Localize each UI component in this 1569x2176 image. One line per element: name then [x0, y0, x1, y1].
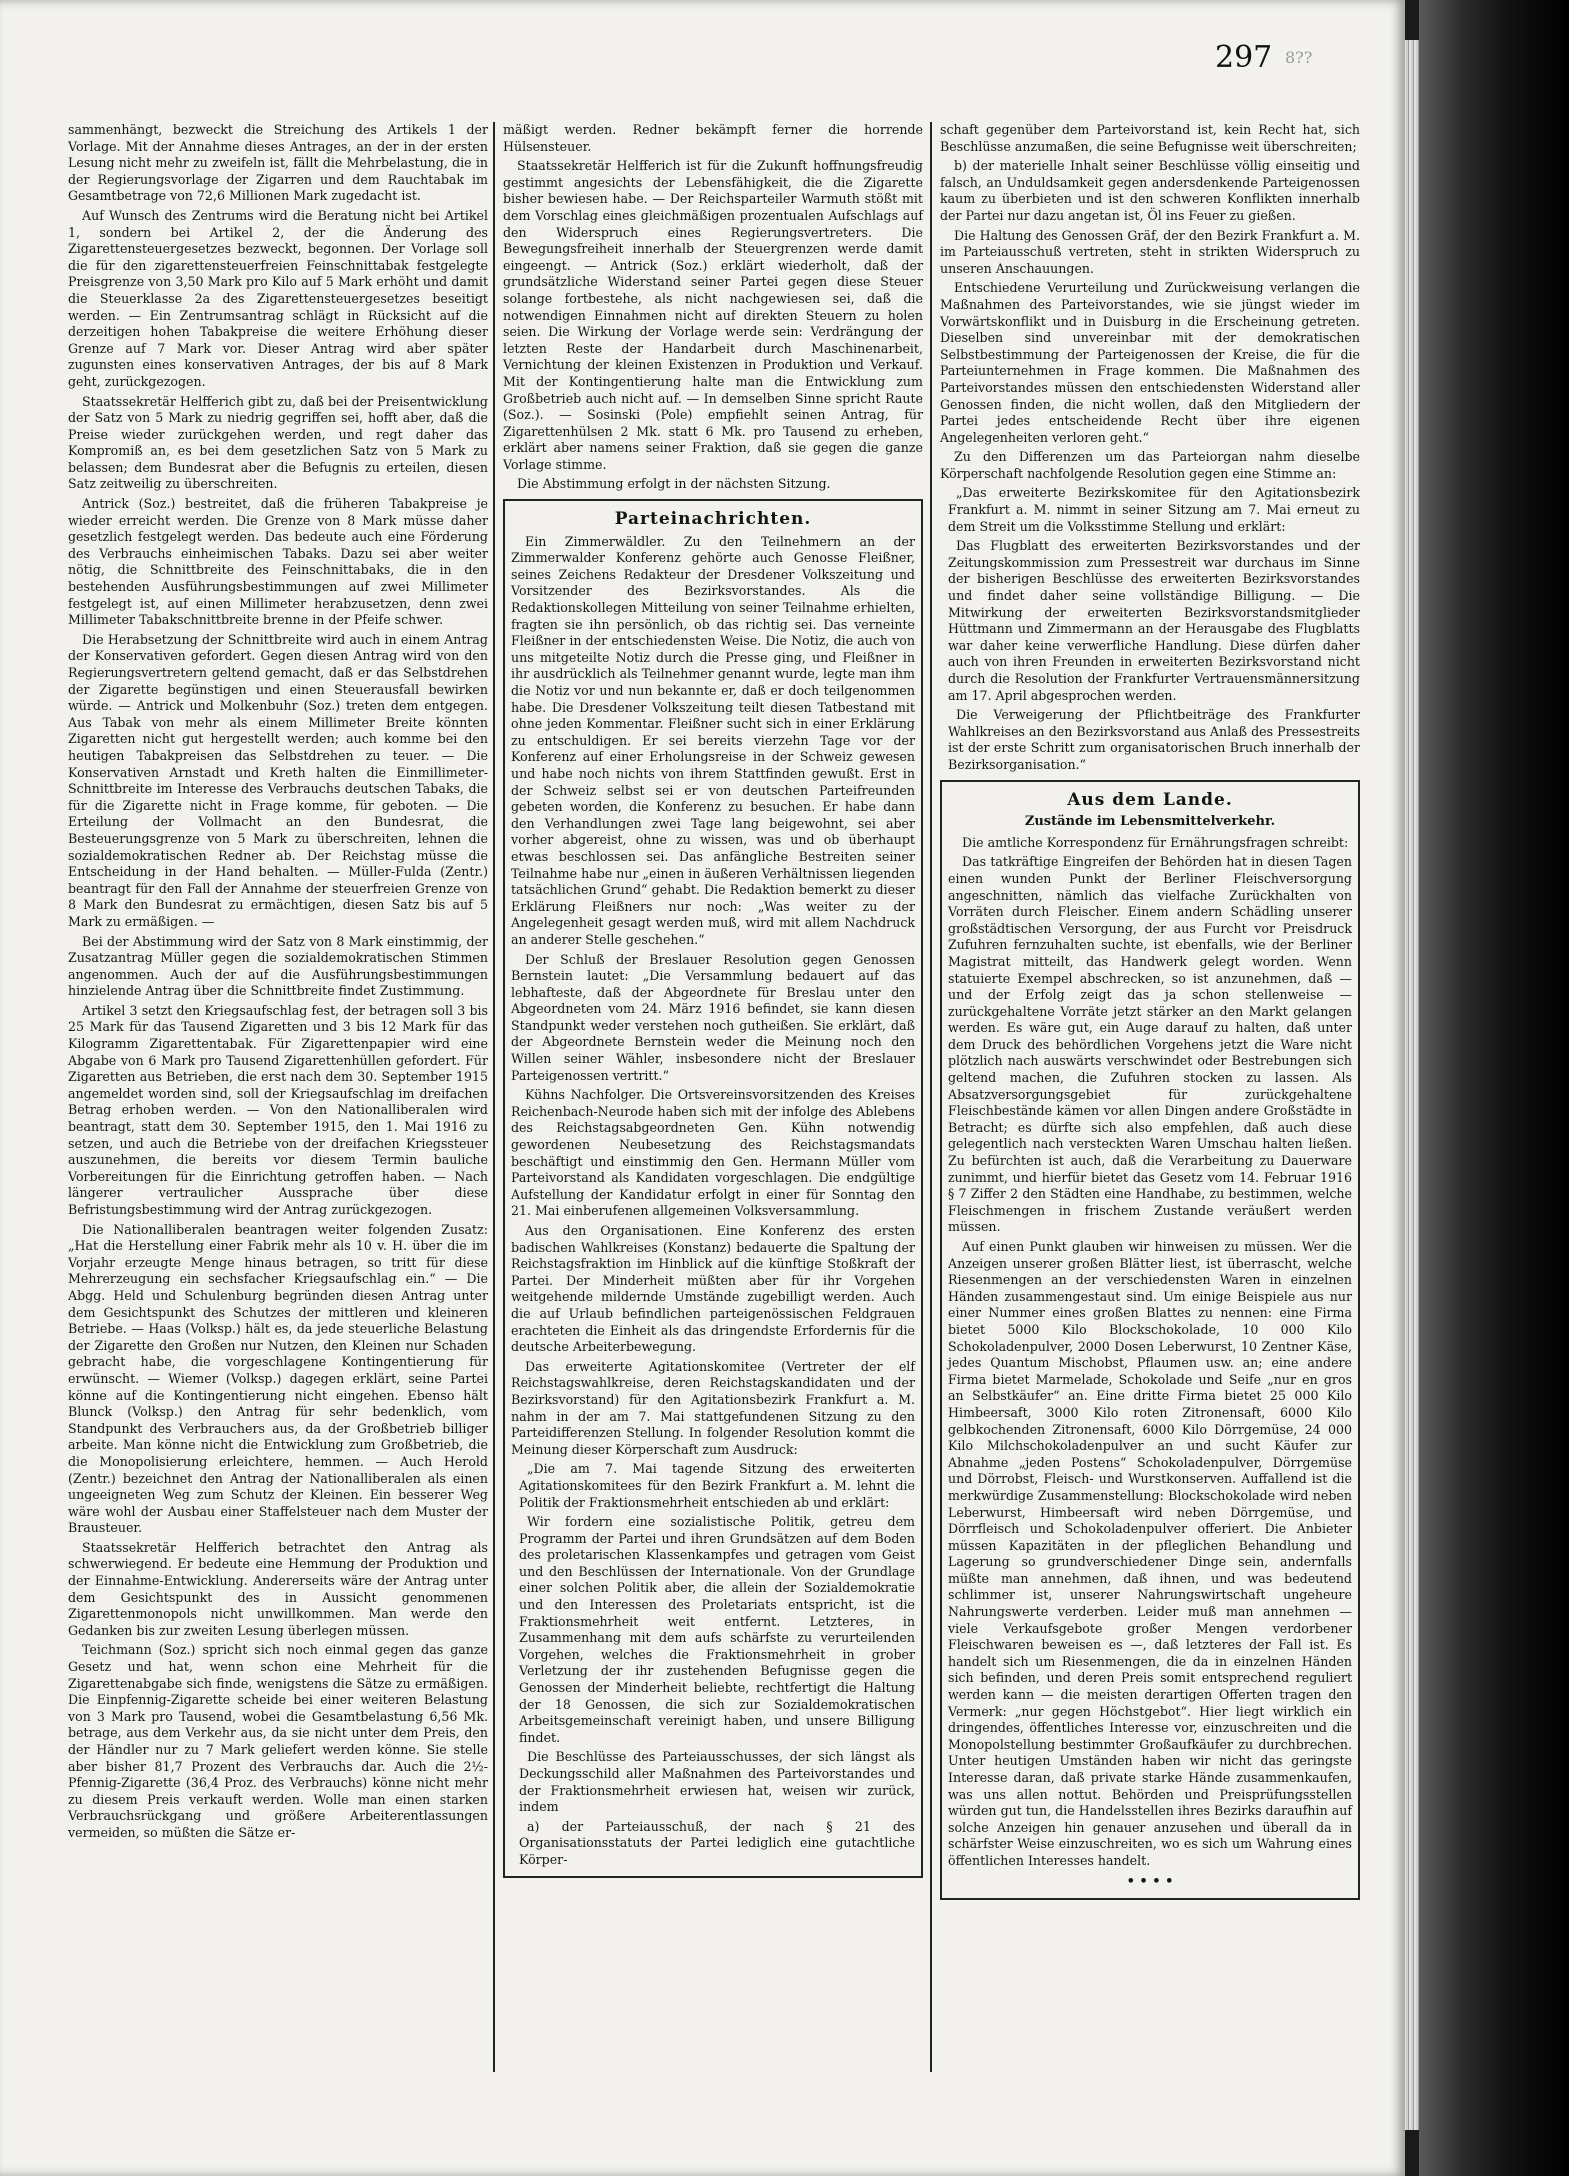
paragraph: a) der Parteiausschuß, der nach § 21 des Organisationsstatuts der Partei lediglich eine gutachtliche Körper-	[519, 1818, 915, 1867]
aus-dem-lande-section	[940, 780, 1360, 1901]
paragraph: Ein Zimmerwäldler. Zu den Teilnehmern an der Zimmerwalder Konferenz gehörte auch Genosse Fleißner, seines Zeichens Redakteur der Dresdener Volkszeitung und Vorsitzender des Bezirksvorstandes. Als die Redaktionskollegen Mitteilung von seiner Teilnahme erhielten, fragten sie ihn persönlich, ob das richtig sei. Das verneinte Fleißner in der entschiedensten Weise. Die Notiz, die auch von uns mitgeteilte Notiz durch die Presse ging, und Fleißner in ihr ausdrücklich als Teilnehmer genannt wurde, legte man ihm die Notiz vor und nun bekannte er, daß er doch teilgenommen habe. Die Dresdener Volkszeitung teilt diesen Tatbestand mit ohne jeden Kommentar. Fleißner sucht sich in einer Erklärung zu entschuldigen. Er sei bereits vierzehn Tage vor der Konferenz auf einer Erholungsreise in der Schweiz gewesen und habe noch nichts von ihrem Stattfinden gewußt. Erst in der Schweiz selbst sei er von deutschen Parteifreunden gebeten worden, die Konferenz zu besuchen. Er habe dann den Verhandlungen zwei Tage lang beigewohnt, sei aber vorher abgereist, ohne zu wissen, was und ob überhaupt etwas beschlossen sei. Das anfängliche Bestreiten seiner Teilnahme habe nur „einen in äußeren Verhältnissen liegenden tatsächlichen Grund“ gehabt. Die Redaktion bemerkt zu dieser Erklärung Fleißners nur noch: „Was weiter zu der Angelegenheit gesagt werden muß, wird mit allem Nachdruck an anderer Stelle geschehen.“	[511, 533, 915, 947]
paragraph: Die Abstimmung erfolgt in der nächsten Sitzung.	[517, 476, 831, 492]
paragraph: Die Nationalliberalen beantragen weiter folgenden Zusatz: „Hat die Herstellung einer Fabrik mehr als 10 v. H. über die im Vorjahr erzeugte Menge hinaus betragen, so tritt für diese Mehrerzeugung ein sechsfacher Kriegsaufschlag ein.“ — Die Abgg. Held und Schulenburg begründen diesen Antrag unter dem Gesichtspunkt des Schutzes der mittleren und kleineren Betriebe. — Haas (Volksp.) hält es, da jede steuerliche Belastung der Zigarette den Großen nur Nutzen, den Kleinen nur Schaden gebracht habe, die vorgeschlagene Kontingentierung für erwünscht. — Wiemer (Volksp.) dagegen erklärt, seine Partei könne auf die Kontingentierung nicht eingehen. Ebenso hält Blunck (Volksp.) den Antrag für sehr bedenklich, vom Standpunkt des Verbrauchers aus, da der Großbetrieb billiger arbeite. Man könne nicht die Entwicklung zum Großbetrieb, die die Monopolisierung erleichtere, hemmen. — Auch Herold (Zentr.) bezeichnet den Antrag der Nationalliberalen als einen ungeeigneten Weg zum Schutz der Kleinen. Ein besserer Weg wäre wohl der Ausbau einer Staffelsteuer nach dem Muster der Brausteuer.	[68, 1221, 488, 1536]
paragraph: „Das erweiterte Bezirkskomitee für den Agitationsbezirk Frankfurt a. M. nimmt in seiner Sitzung am 7. Mai erneut zu dem Streit um die Volksstimme Stellung und erklärt:	[948, 485, 1360, 534]
page-number-mark: 8??	[1285, 48, 1313, 67]
paragraph: sammenhängt, bezweckt die Streichung des Artikels 1 der Vorlage. Mit der Annahme dieses Antrages, an der in der ersten Lesung nicht mehr zu zweifeln ist, fällt die Mehrbelastung, die in der Regierungsvorlage der Zigarren und dem Rauchtabak im Gesamtbetrage von 72,6 Millionen Mark zugedacht ist.	[68, 122, 488, 204]
page-number: 297	[1215, 40, 1273, 75]
paragraph: Die Haltung des Genossen Gräf, der den Bezirk Frankfurt a. M. im Parteiausschuß vertreten, steht in strikten Widerspruch zu unseren Anschauungen.	[940, 227, 1360, 276]
column-divider	[493, 122, 495, 2072]
paragraph: Aus den Organisationen. Eine Konferenz des ersten badischen Wahlkreises (Konstanz) bedauerte die Spaltung der Reichstagsfraktion im Hinblick auf die künftige Stoßkraft der Partei. Der Minderheit müßten aber für ihr Vorgehen weitgehende mildernde Umstände zugebilligt werden. Auch die auf Urlaub befindlichen parteigenössischen Feldgrauen erachteten die Einheit als das dringendste Erfordernis für die deutsche Arbeiterbewegung.	[511, 1223, 915, 1355]
paragraph: schaft gegenüber dem Parteivorstand ist, kein Recht hat, sich Beschlüsse anzumaßen, die seine Befugnisse weit überschreiten;	[940, 122, 1360, 154]
paragraph: Kühns Nachfolger. Die Ortsvereinsvorsitzenden des Kreises Reichenbach-Neurode haben sich mit der infolge des Ablebens des Reichstagsabgeordneten Gen. Kühn notwendig gewordenen Neubesetzung des Reichstagsmandats beschäftigt und einstimmig den Gen. Hermann Müller vom Parteivorstand als Kandidaten vorgeschlagen. Die endgültige Aufstellung der Kandidatur erfolgt in einer für Sonntag den 21. Mai einberufenen allgemeinen Volksversammlung.	[511, 1087, 915, 1219]
paragraph: Das tatkräftige Eingreifen der Behörden hat in diesen Tagen einen wunden Punkt der Berliner Fleischversorgung angeschnitten, nämlich das vielfache Zurückhalten von Vorräten durch Fleischer. Einem andern Schädling unserer großstädtischen Versorgung, der aus Furcht vor Preisdruck Zufuhren fernzuhalten suchte, ist ebenfalls, wie der Berliner Magistrat mitteilt, das Handwerk gelegt worden. Wenn statuierte Exempel abschrecken, so ist anzunehmen, daß — und der Erfolg zeigt das ja schon stellenweise — zurückgehaltene Vorräte jetzt stärker an den Markt gelangen werden. Es wäre gut, ein Auge darauf zu halten, daß unter dem Druck des behördlichen Vorgehens jetzt die Ware nicht plötzlich nach auswärts verschwindet oder Bestrebungen sich geltend machen, die Zufuhren stocken zu lassen. Als Absatzversorgungsgebiet für zurückgehaltene Fleischbestände kämen vor allen Dingen andere Großstädte in Betracht; es dürfte sich also empfehlen, daß auch diese gelegentlich nach versteckten Waren Umschau halten ließen. Zu befürchten ist auch, daß die Verarbeitung zu Dauerware zunimmt, und hierfür bietet das Gesetz vom 14. Februar 1916 § 7 Ziffer 2 den Städten eine Handhabe, zu bestimmen, welche Fleischmengen in frischem Zustande veräußert werden müssen.	[948, 854, 1352, 1235]
paragraph: Entschiedene Verurteilung und Zurückweisung verlangen die Maßnahmen des Parteivorstandes, wie sie jüngst wieder im Vorwärtskonflikt und in Duisburg in die Erscheinung getreten. Dieselben sind unvereinbar mit der demokratischen Selbstbestimmung der Parteigenossen der Kreise, die für die Parteiunternehmen in Frage kommen. Die Maßnahmen des Parteivorstandes müssen den entschiedensten Widerstand aller Genossen finden, die nicht wollen, daß den Mitgliedern der Partei jedes entscheidende Recht über ihre eigenen Angelegenheiten verloren geht.“	[940, 280, 1360, 445]
paragraph: mäßigt werden. Redner bekämpft ferner die horrende Hülsensteuer.	[503, 122, 923, 154]
paragraph: Das Flugblatt des erweiterten Bezirksvorstandes und der Zeitungskommission zum Pressestreit war durchaus im Sinne der bisherigen Beschlüsse des erweiterten Bezirksvorstandes und findet daher seine vollständige Billigung. — Die Mitwirkung der erweiterten Bezirksvorstandsmitglieder Hüttmann und Zimmermann an der Herausgabe des Flugblatts war daher keine verwerfliche Handlung. Diese dürfen daher auch von ihren Freunden in erweiterten Bezirksvorstand nicht durch die Resolution der Frankfurter Vertrauensmännersitzung am 17. April abgesprochen werden.	[948, 538, 1360, 703]
paragraph: Artikel 3 setzt den Kriegsaufschlag fest, der betragen soll 3 bis 25 Mark für das Tausend Zigaretten und 3 bis 12 Mark für das Kilogramm Zigarettentabak. Für Zigarettenpapier wird eine Abgabe von 6 Mark pro Tausend Zigarettenhüllen gefordert. Für Zigaretten aus Betrieben, die erst nach dem 30. September 1915 angemeldet worden sind, soll der Kriegsaufschlag im dreifachen Betrag erhoben werden. — Von den Nationalliberalen wird beantragt, statt dem 30. September 1915, den 1. Mai 1916 zu setzen, und auch die Betriebe von der dreifachen Kriegssteuer auszunehmen, die bereits vor diesem Termin bauliche Vorbereitungen für die Einrichtung getroffen haben. — Nach längerer vertraulicher Aussprache über diese Befristungsbestimmung wird der Antrag zurückgezogen.	[68, 1002, 488, 1217]
paragraph: Auf einen Punkt glauben wir hinweisen zu müssen. Wer die Anzeigen unserer großen Blätter liest, ist überrascht, welche Riesenmengen an der verschiedensten Waren in einzelnen Händen zusammengestaut sind. Um einige Beispiele aus nur einer Nummer eines großen Blattes zu nennen: eine Firma bietet 5000 Kilo Blockschokolade, 10 000 Kilo Schokoladenpulver, 2000 Dosen Leberwurst, 10 Zentner Käse, jedes Quantum Mischobst, Pflaumen usw. an; eine andere Firma bietet Marmelade, Schokolade und Seife „nur en gros an Selbstkäufer“ an. Eine dritte Firma bietet 25 000 Kilo Himbeersaft, 3000 Kilo roten Zitronensaft, 6000 Kilo gelbkochenden Zitronensaft, 6000 Kilo Dörrgemüse, 24 000 Kilo Milchschokoladenpulver an und sucht Käufer zur Abnahme „jeden Postens“ Schokoladenpulver, Dörrgemüse und Dörrobst, Fleisch- und Wurstkonserven. Auffallend ist die merkwürdige Zusammenstellung: Blockschokolade wird neben Leberwurst, Himbeersaft wird neben Dörrgemüse, und Dörrfleisch und Schokoladenpulver offeriert. Die Anbieter müssen Kapazitäten in der pfleglichen Behandlung und Lagerung so grundverschiedener Dinge sein, andernfalls müßte man annehmen, daß ihnen, und was bedeutend schlimmer ist, unserer Nahrungswirtschaft ungeheure Nahrungswerte verderben. Leider muß man annehmen — viele Verkaufsgebote großer Mengen verdorbener Fleischwaren beweisen es —, daß letzteres der Fall ist. Es handelt sich um Riesenmengen, die da in einzelnen Händen sich befinden, und deren Preis somit entsprechend reguliert werden kann — die meisten derartigen Offerten tragen den Vermerk: „nur gegen Höchstgebot“. Hier liegt wirklich ein dringendes, öffentliches Interesse vor, einzuschreiten und die Monopolstellung bestimmter Großaufkäufer zu durchbrechen. Unter heutigen Umständen haben wir nicht das geringste Interesse daran, daß private starke Hände zusammenkaufen, was uns allen nottut. Behörden und Preisprüfungsstellen würden gut tun, die Handelsstellen ihres Bezirks daraufhin auf solche Anzeigen hin genauer anzusehen und überall da in schärfster Weise einzuschreiten, wo es sich um Wahrung eines öffentlichen Interesses handelt.	[948, 1239, 1352, 1868]
paragraph: Der Schluß der Breslauer Resolution gegen Genossen Bernstein lautet: „Die Versammlung bedauert auf das lebhafteste, daß der Abgeordnete für Breslau unter den Abgeordneten vom 24. März 1916 befindet, sie kann diesen Standpunkt weder verstehen noch gutheißen. Sie erklärt, daß der Abgeordnete Bernstein weder die Meinung noch den Willen seiner Wähler, insbesondere nicht der Breslauer Parteigenossen vertritt.“	[511, 951, 915, 1083]
column-right	[940, 122, 1360, 1906]
paragraph: Auf Wunsch des Zentrums wird die Beratung nicht bei Artikel 1, sondern bei Artikel 2, der die Änderung des Zigarettensteuergesetzes bezweckt, begonnen. Der Vorlage soll die für den zigarettensteuerfreien Feinschnittabak festgelegte Preisgrenze von 3,50 Mark pro Kilo auf 5 Mark erhöht und damit die Steuerklasse 2a des Zigarettensteuergesetzes beseitigt werden. — Ein Zentrumsantrag schlägt in Rücksicht auf die derzeitigen hohen Tabakpreise die weitere Erhöhung dieser Grenze auf 7 Mark vor. Dieser Antrag wird aber später zugunsten eines konservativen Antrages, der bis auf 8 Mark geht, zurückgezogen.	[68, 207, 488, 389]
book-spine	[1419, 0, 1569, 2176]
paragraph: Wir fordern eine sozialistische Politik, getreu dem Programm der Partei und ihren Grundsätzen auf dem Boden des proletarischen Klassenkampfes und getragen vom Geist und den Beschlüssen der Internationale. Von der Grundlage einer solchen Politik aber, die allein der Sozialdemokratie und den Interessen des Proletariats entspricht, ist die Fraktionsmehrheit weit entfernt. Letzteres, in Zusammenhang mit dem aufs schärfste zu verurteilenden Vorgehen, welches die Fraktionsmehrheit in grober Verletzung der ihr zustehenden Befugnisse gegen die Genossen der Minderheit beliebte, rechtfertigt die Haltung der 18 Genossen, die sich zur Sozialdemokratischen Arbeitsgemeinschaft vereinigt haben, und unsere Billigung findet.	[519, 1514, 915, 1745]
paragraph: Staatssekretär Helfferich ist für die Zukunft hoffnungsfreudig gestimmt angesichts der Lebensfähigkeit, die die Zigarette bisher bewiesen habe. — Der Reichsparteiler Warmuth stößt mit dem Vorschlag eines gleichmäßigen prozentualen Aufschlags auf den Widerspruch eines Regierungsvertreters. Die Bewegungsfreiheit innerhalb der Steuergrenzen werde damit eingeengt. — Antrick (Soz.) erklärt wiederholt, daß der grundsätzliche Widerstand seiner Partei gegen diese Steuer solange fortbestehe, als nicht nachgewiesen sei, daß die notwendigen Einnahmen nicht auf direkten Steuern zu holen seien. Die Wirkung der Vorlage werde sein: Verdrängung der letzten Reste der Handarbeit durch Maschinenarbeit, Vernichtung der kleinen Existenzen in Produktion und Verkauf. Mit der Kontingentierung halte man die Entwicklung zum Großbetrieb auch nicht auf. — In demselben Sinne spricht Raute (Soz.). — Sosinski (Pole) empfiehlt seinen Antrag, für Zigarettenhülsen 2 Mk. statt 6 Mk. pro Tausend zu erheben, erklärt aber namens seiner Fraktion, daß sie gegen die ganze Vorlage stimme.	[503, 158, 923, 472]
paragraph: Die amtliche Korrespondenz für Ernährungsfragen schreibt:	[962, 834, 1349, 850]
paragraph: Staatssekretär Helfferich betrachtet den Antrag als schwerwiegend. Er bedeute eine Hemmung der Produktion und der Einnahme-Entwicklung. Andererseits wäre der Antrag unter dem Gesichtspunkt des in Aussicht genommenen Zigarettenmonopols nicht unwillkommen. Man werde den Gedanken bis zur zweiten Lesung überlegen müssen.	[68, 1539, 488, 1638]
paragraph: Die Verweigerung der Pflichtbeiträge des Frankfurter Wahlkreises an den Bezirksvorstand aus Anlaß des Pressestreits ist der erste Schritt zum organisatorischen Bruch innerhalb der Bezirksorganisation.“	[948, 707, 1360, 772]
paragraph: b) der materielle Inhalt seiner Beschlüsse völlig einseitig und falsch, an Unduldsamkeit gegen andersdenkende Parteigenossen kaum zu überbieten und ist den schweren Konflikten innerhalb der Partei nur dazu angetan ist, Öl ins Feuer zu gießen.	[940, 158, 1360, 223]
paragraph: Bei der Abstimmung wird der Satz von 8 Mark einstimmig, der Zusatzantrag Müller gegen die sozialdemokratischen Stimmen angenommen. Auch der auf die Ausführungsbestimmungen hinzielende Antrag über die Schnittbreite findet Zustimmung.	[68, 933, 488, 999]
section-heading: Aus dem Lande.	[1067, 789, 1233, 810]
column-middle	[503, 122, 923, 1884]
column-divider	[930, 122, 932, 2072]
paragraph: „Die am 7. Mai tagende Sitzung des erweiterten Agitationskomitees für den Bezirk Frankfurt a. M. lehnt die Politik der Fraktionsmehrheit entschieden ab und erklärt:	[519, 1461, 915, 1510]
section-end-dots: • • • •	[1126, 1873, 1174, 1889]
paragraph: Antrick (Soz.) bestreitet, daß die früheren Tabakpreise je wieder erreicht werden. Die Grenze von 8 Mark müsse daher gesetzlich festgelegt werden. Das bedeute auch eine Förderung des Verbrauchs einheimischen Tabaks. Dazu sei aber weiter nötig, die Schnittbreite des Feinschnittabaks, die in den bestehenden Ausführungsbestimmungen auf zwei Millimeter festgelegt ist, auf einen Millimeter herabzusetzen, denn zwei Millimeter Tabakschnittbreite brenne in der Pfeife schwer.	[68, 496, 488, 628]
party-news-section	[503, 499, 923, 1878]
column-left	[68, 122, 488, 1845]
section-heading: Parteinachrichten.	[614, 509, 812, 530]
paragraph: Staatssekretär Helfferich gibt zu, daß bei der Preisentwicklung der Satz von 5 Mark zu niedrig gegriffen sei, hofft aber, daß die Preise wieder zurückgehen werden, und regt daher das Kompromiß an, es bei dem gesetzlichen Satz von 5 Mark zu belassen; dem Bundesrat aber die Befugnis zu erteilen, diesen Satz zeitweilig zu überschreiten.	[68, 393, 488, 492]
paragraph: Zu den Differenzen um das Parteiorgan nahm dieselbe Körperschaft nachfolgende Resolution gegen eine Stimme an:	[940, 449, 1360, 481]
paragraph: Die Herabsetzung der Schnittbreite wird auch in einem Antrag der Konservativen gefordert. Gegen diesen Antrag wird von den Regierungsvertretern geltend gemacht, daß er das Selbstdrehen der Zigarette begünstigen und einen Steuerausfall bewirken würde. — Antrick und Molkenbuhr (Soz.) treten dem entgegen. Aus Tabak von mehr als einem Millimeter Breite könnten Zigaretten nicht gut hergestellt werden; auch komme bei den heutigen Tabakpreisen das Selbstdrehen zu teuer. — Die Konservativen Arnstadt und Kreth halten die Einmillimeter-Schnittbreite im Interesse des Verbrauchs deutschen Tabaks, die für die Zigarette nicht in Frage komme, für geboten. — Die Erteilung der Vollmacht an den Bundesrat, die Besteuerungsgrenze von 5 Mark zu überschreiten, lehnen die sozialdemokratischen Redner ab. Der Reichstag müsse die Entscheidung in der Hand behalten. — Müller-Fulda (Zentr.) beantragt für den Fall der Annahme der steuerfreien Grenze von 8 Mark den Bundesrat zu ermächtigen, diesen Satz bis auf 5 Mark zu ermäßigen. —	[68, 631, 488, 929]
paragraph: Das erweiterte Agitationskomitee (Vertreter der elf Reichstagswahlkreise, deren Reichstagskandidaten und der Bezirksvorstand) für den Agitationsbezirk Frankfurt a. M. nahm in der am 7. Mai stattgefundenen Sitzung zu den Parteidifferenzen Stellung. In folgender Resolution kommt die Meinung dieser Körperschaft zum Ausdruck:	[511, 1358, 915, 1457]
paragraph: Teichmann (Soz.) spricht sich noch einmal gegen das ganze Gesetz und hat, wenn schon eine Mehrheit für die Zigarettenabgabe sich finde, wenigstens die Sätze zu ermäßigen. Die Einpfennig-Zigarette scheide bei einer weiteren Belastung von 3 Mark pro Tausend, wobei die Gesamtbelastung 6,56 Mk. betrage, aus dem Verkehr aus, da sie nicht unter dem Preis, den der Händler nur zu 7 Mark geliefert werden könne. Sie stelle aber bisher 81,7 Prozent des Verbrauchs dar. Auch die 2½-Pfennig-Zigarette (36,4 Proz. des Verbrauchs) könne nicht mehr zu diesem Preis verkauft werden. Wolle man einen starken Verbrauchsrückgang und größere Arbeiterentlassungen vermeiden, so müßten die Sätze er-	[68, 1642, 488, 1840]
paragraph: Die Beschlüsse des Parteiausschusses, der sich längst als Deckungsschild aller Maßnahmen des Parteivorstandes und der Fraktionsmehrheit erwiesen hat, weisen wir zurück, indem	[519, 1749, 915, 1815]
article-heading: Zustände im Lebensmittelverkehr.	[1024, 814, 1276, 830]
